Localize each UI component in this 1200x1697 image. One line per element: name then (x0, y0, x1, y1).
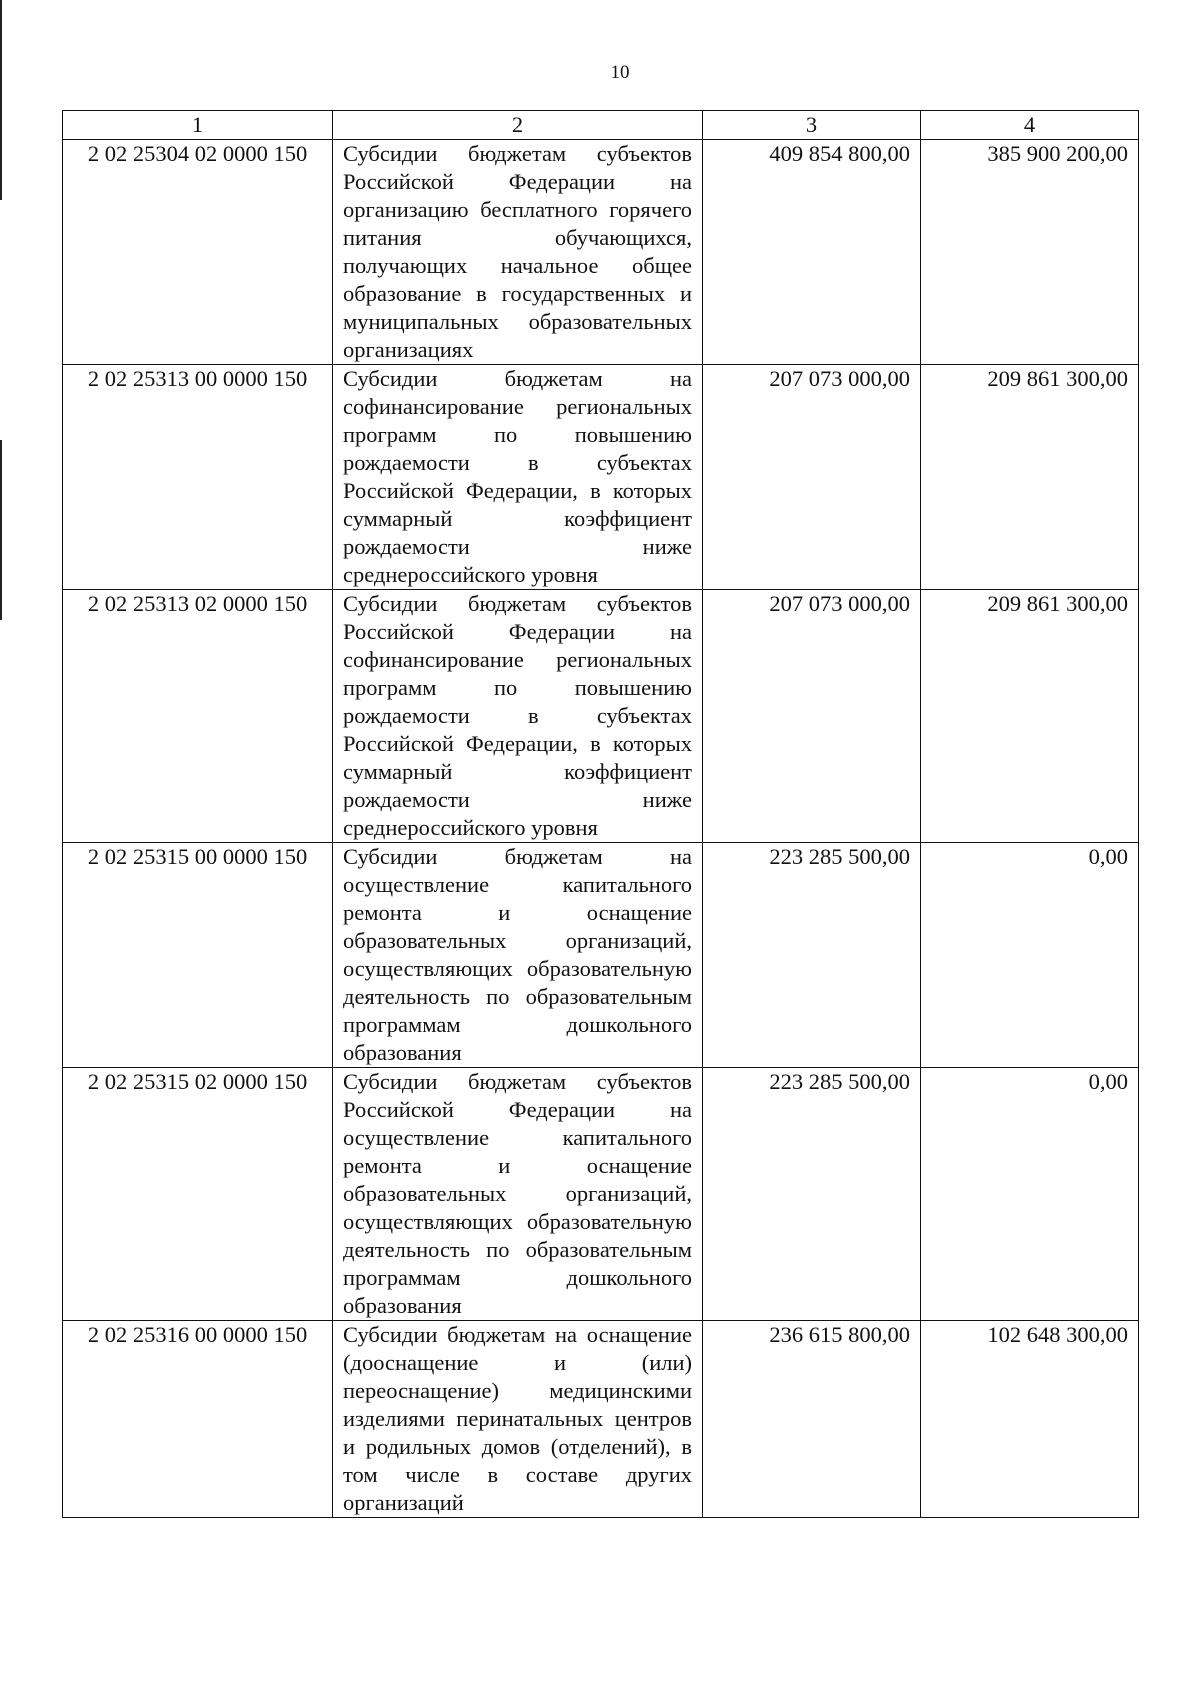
table-row (63, 843, 1139, 1068)
description-cell: Субсидии бюджетам на осуществление капитального ремонта и оснащение образовательных организаций, осуществляющих образовательную деятельность по образовательным программам дошкольного образования (333, 843, 703, 1068)
amount-col3-cell: 223 285 500,00 (703, 1068, 921, 1321)
description-cell: Субсидии бюджетам субъектов Российской Федерации на осуществление капитального ремонта и оснащение образовательных организаций, осуществляющих образовательную деятельность по образовательным программам дошкольного образования (333, 1068, 703, 1321)
amount-col4-cell: 102 648 300,00 (921, 1321, 1139, 1518)
header-row (63, 111, 1139, 140)
amount-col3-cell: 207 073 000,00 (703, 590, 921, 843)
table-header (63, 111, 1139, 140)
column-header-2: 2 (333, 111, 703, 140)
description-cell: Субсидии бюджетам на оснащение (дооснащение и (или) переоснащение) медицинскими изделиями перинатальных центров и родильных домов (отделений), в том числе в составе других организаций (333, 1321, 703, 1518)
budget-code-cell: 2 02 25304 02 0000 150 (63, 140, 333, 365)
amount-col3-cell: 236 615 800,00 (703, 1321, 921, 1518)
amount-col3-cell: 223 285 500,00 (703, 843, 921, 1068)
budget-code-cell: 2 02 25313 00 0000 150 (63, 365, 333, 590)
description-cell: Субсидии бюджетам на софинансирование региональных программ по повышению рождаемости в субъектах Российской Федерации, в которых суммарный коэффициент рождаемости ниже среднероссийского уровня (333, 365, 703, 590)
scan-edge-mark (0, 440, 2, 620)
column-header-3: 3 (703, 111, 921, 140)
table-body (63, 140, 1139, 1518)
budget-code-cell: 2 02 25313 02 0000 150 (63, 590, 333, 843)
amount-col4-cell: 0,00 (921, 1068, 1139, 1321)
budget-code-cell: 2 02 25316 00 0000 150 (63, 1321, 333, 1518)
table-row (63, 365, 1139, 590)
table-row (63, 590, 1139, 843)
table-row (63, 1321, 1139, 1518)
budget-code-cell: 2 02 25315 02 0000 150 (63, 1068, 333, 1321)
table-row (63, 1068, 1139, 1321)
column-header-1: 1 (63, 111, 333, 140)
table-row (63, 140, 1139, 365)
amount-col3-cell: 207 073 000,00 (703, 365, 921, 590)
amount-col3-cell: 409 854 800,00 (703, 140, 921, 365)
amount-col4-cell: 385 900 200,00 (921, 140, 1139, 365)
page-number: 10 (610, 62, 630, 83)
description-cell: Субсидии бюджетам субъектов Российской Федерации на организацию бесплатного горячего питания обучающихся, получающих начальное общее образование в государственных и муниципальных образовательных организациях (333, 140, 703, 365)
column-header-4: 4 (921, 111, 1139, 140)
budget-code-cell: 2 02 25315 00 0000 150 (63, 843, 333, 1068)
budget-table (62, 110, 1139, 1518)
amount-col4-cell: 0,00 (921, 843, 1139, 1068)
scan-edge-mark (0, 0, 2, 200)
amount-col4-cell: 209 861 300,00 (921, 590, 1139, 843)
amount-col4-cell: 209 861 300,00 (921, 365, 1139, 590)
description-cell: Субсидии бюджетам субъектов Российской Федерации на софинансирование региональных программ по повышению рождаемости в субъектах Российской Федерации, в которых суммарный коэффициент рождаемости ниже среднероссийского уровня (333, 590, 703, 843)
